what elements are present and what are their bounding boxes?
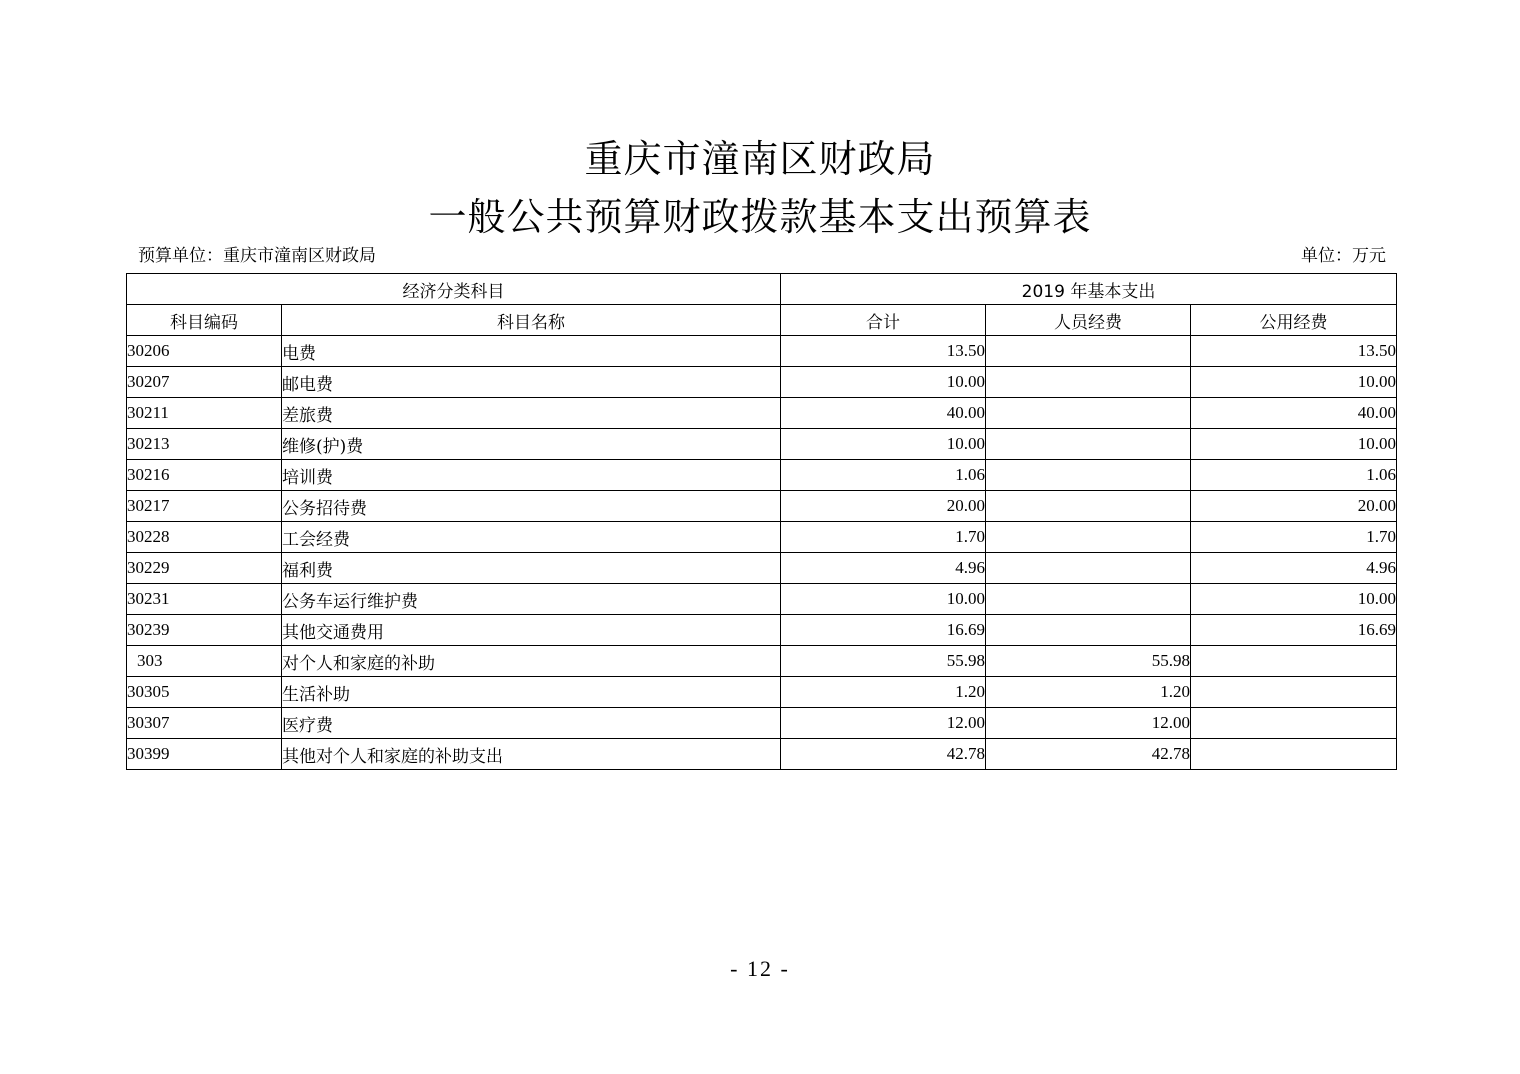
cell-public: 4.96	[1191, 553, 1397, 584]
table-row	[127, 398, 1397, 429]
cell-total: 10.00	[781, 584, 986, 615]
cell-code: 30211	[127, 398, 282, 429]
cell-personnel	[986, 522, 1191, 553]
cell-code: 30207	[127, 367, 282, 398]
cell-public: 10.00	[1191, 429, 1397, 460]
cell-name: 电费	[282, 336, 781, 367]
cell-public: 16.69	[1191, 615, 1397, 646]
cell-personnel: 1.20	[986, 677, 1191, 708]
cell-public	[1191, 739, 1397, 770]
cell-total: 1.06	[781, 460, 986, 491]
table-group-header-row	[127, 274, 1397, 305]
table-row	[127, 739, 1397, 770]
table-row	[127, 367, 1397, 398]
budget-table	[126, 273, 1397, 770]
column-header-code: 科目编码	[127, 305, 282, 336]
cell-code: 30217	[127, 491, 282, 522]
table-column-header-row	[127, 305, 1397, 336]
cell-public: 13.50	[1191, 336, 1397, 367]
cell-code: 30307	[127, 708, 282, 739]
cell-personnel	[986, 460, 1191, 491]
cell-personnel	[986, 615, 1191, 646]
cell-name: 医疗费	[282, 708, 781, 739]
cell-total: 1.20	[781, 677, 986, 708]
cell-total: 16.69	[781, 615, 986, 646]
cell-name: 其他交通费用	[282, 615, 781, 646]
cell-code: 303	[127, 646, 282, 677]
cell-name: 其他对个人和家庭的补助支出	[282, 739, 781, 770]
cell-public	[1191, 677, 1397, 708]
column-header-total: 合计	[781, 305, 986, 336]
cell-name: 维修(护)费	[282, 429, 781, 460]
budget-unit-label: 预算单位：重庆市潼南区财政局	[138, 246, 376, 266]
cell-public: 40.00	[1191, 398, 1397, 429]
cell-personnel: 55.98	[986, 646, 1191, 677]
cell-name: 对个人和家庭的补助	[282, 646, 781, 677]
cell-code: 30229	[127, 553, 282, 584]
cell-code: 30231	[127, 584, 282, 615]
cell-personnel	[986, 553, 1191, 584]
cell-public: 10.00	[1191, 584, 1397, 615]
table-row	[127, 336, 1397, 367]
cell-code: 30216	[127, 460, 282, 491]
group-header-2019-basic-expenditure: 2019 年基本支出	[781, 274, 1397, 305]
cell-name: 公务车运行维护费	[282, 584, 781, 615]
table-row	[127, 553, 1397, 584]
cell-public: 10.00	[1191, 367, 1397, 398]
cell-name: 培训费	[282, 460, 781, 491]
cell-code: 30206	[127, 336, 282, 367]
cell-code: 30228	[127, 522, 282, 553]
table-row-category	[127, 646, 1397, 677]
cell-name: 生活补助	[282, 677, 781, 708]
table-row	[127, 708, 1397, 739]
column-header-personnel: 人员经费	[986, 305, 1191, 336]
cell-total: 42.78	[781, 739, 986, 770]
cell-public	[1191, 646, 1397, 677]
cell-personnel: 12.00	[986, 708, 1191, 739]
cell-total: 20.00	[781, 491, 986, 522]
cell-public: 20.00	[1191, 491, 1397, 522]
column-header-public: 公用经费	[1191, 305, 1397, 336]
table-row	[127, 584, 1397, 615]
document-title: 重庆市潼南区财政局	[584, 137, 936, 181]
cell-total: 40.00	[781, 398, 986, 429]
table-row	[127, 491, 1397, 522]
cell-code: 30213	[127, 429, 282, 460]
cell-total: 55.98	[781, 646, 986, 677]
column-header-name: 科目名称	[282, 305, 781, 336]
cell-public: 1.70	[1191, 522, 1397, 553]
cell-public	[1191, 708, 1397, 739]
page-number: - 12 -	[730, 956, 790, 981]
cell-total: 1.70	[781, 522, 986, 553]
table-row	[127, 677, 1397, 708]
cell-personnel: 42.78	[986, 739, 1191, 770]
table-row	[127, 429, 1397, 460]
cell-code: 30239	[127, 615, 282, 646]
document-subtitle: 一般公共预算财政拨款基本支出预算表	[428, 195, 1092, 239]
cell-code: 30399	[127, 739, 282, 770]
currency-unit-label: 单位：万元	[1301, 246, 1386, 266]
cell-total: 12.00	[781, 708, 986, 739]
cell-personnel	[986, 584, 1191, 615]
table-row	[127, 460, 1397, 491]
cell-name: 邮电费	[282, 367, 781, 398]
cell-total: 10.00	[781, 367, 986, 398]
cell-personnel	[986, 429, 1191, 460]
cell-total: 4.96	[781, 553, 986, 584]
cell-public: 1.06	[1191, 460, 1397, 491]
cell-name: 差旅费	[282, 398, 781, 429]
cell-code: 30305	[127, 677, 282, 708]
table-row	[127, 615, 1397, 646]
cell-name: 福利费	[282, 553, 781, 584]
cell-personnel	[986, 398, 1191, 429]
cell-total: 13.50	[781, 336, 986, 367]
cell-total: 10.00	[781, 429, 986, 460]
cell-personnel	[986, 367, 1191, 398]
cell-personnel	[986, 336, 1191, 367]
group-header-economic-classification: 经济分类科目	[127, 274, 781, 305]
cell-personnel	[986, 491, 1191, 522]
cell-name: 工会经费	[282, 522, 781, 553]
table-row	[127, 522, 1397, 553]
cell-name: 公务招待费	[282, 491, 781, 522]
